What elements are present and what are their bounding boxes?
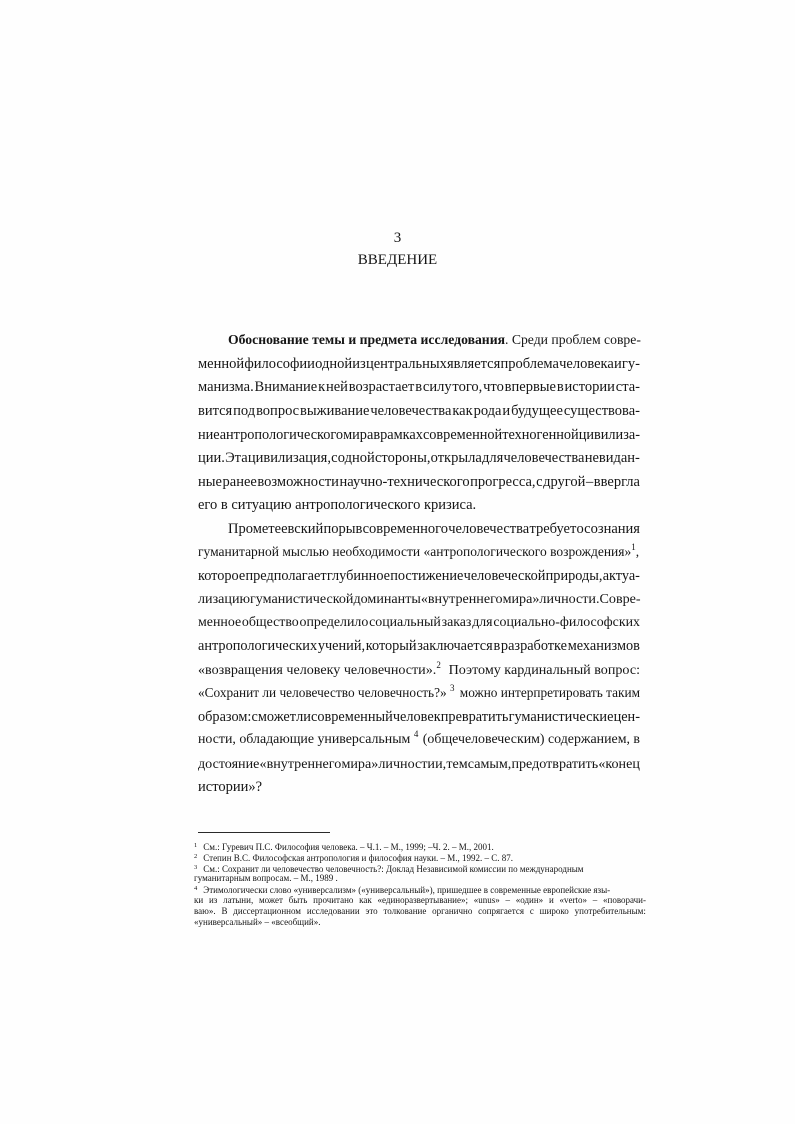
word: ки xyxy=(194,895,204,905)
word: прогресса, xyxy=(470,474,536,490)
word: истории xyxy=(564,379,615,395)
word: менной xyxy=(198,356,245,372)
paragraph-2-line-7 xyxy=(198,661,640,679)
word: невидан- xyxy=(584,450,640,466)
word: заключается xyxy=(417,638,493,654)
paragraph-2-line-8 xyxy=(198,684,640,702)
footnote-3-text: См.: Сохранит ли человечество человечность?: Доклад Независимой комиссии по международным xyxy=(203,864,584,874)
word: социально-философских xyxy=(493,615,640,630)
word: личности xyxy=(378,756,435,772)
word: достояние xyxy=(198,756,260,772)
footnote-3-continuation: гуманитарным вопросам. – М., 1989 . xyxy=(194,873,338,883)
word: из xyxy=(352,356,366,372)
word: «поворачи- xyxy=(603,895,646,905)
word: возрастает xyxy=(348,379,415,395)
word: ней xyxy=(325,379,348,395)
paragraph-2-line-5 xyxy=(198,614,640,632)
word: актуа- xyxy=(602,568,640,584)
word: прочитано xyxy=(313,895,354,905)
paragraph-2-line-7b: Поэтому кардинальный вопрос: xyxy=(445,662,640,678)
paragraph-2-line-9 xyxy=(198,708,640,726)
word: ранее xyxy=(222,474,257,490)
paragraph-2-line-6 xyxy=(198,637,640,655)
word: в xyxy=(493,638,501,654)
paragraph-2-line-10a xyxy=(198,731,418,749)
word: «unus» xyxy=(473,895,500,905)
word: антропологических xyxy=(198,638,318,654)
paragraph-2-line-4 xyxy=(198,590,640,608)
footnote-ref-2: 2 xyxy=(436,660,441,670)
word: мира» xyxy=(341,756,379,772)
word: мира» xyxy=(502,591,540,607)
word: разработке xyxy=(500,638,567,654)
word: существова- xyxy=(563,403,640,419)
word: центральных xyxy=(365,356,447,372)
word: осознания xyxy=(576,521,640,537)
footnote-4-text: Этимологически слово «универсализм» («универсальный»), пришедшее в современные европейские язы- xyxy=(203,885,611,895)
word: того, xyxy=(452,379,483,395)
paragraph-2-line-11 xyxy=(198,755,640,773)
word: для xyxy=(481,450,504,466)
word: гуманистические xyxy=(508,709,614,725)
paragraph-1-line-4 xyxy=(198,402,640,420)
word: предполагает xyxy=(245,568,327,584)
word: «единоразвертывание»; xyxy=(377,895,468,905)
word: В xyxy=(221,906,228,916)
word: «конец xyxy=(598,756,640,772)
section-title: ВВЕДЕНИЕ xyxy=(357,252,438,268)
word: ввергла xyxy=(593,474,640,490)
word: цивилиза- xyxy=(578,427,640,443)
footnote-4-line-3 xyxy=(194,906,646,916)
word: социальный xyxy=(369,615,441,630)
word: и, xyxy=(435,756,447,772)
footnote-1 xyxy=(194,841,646,852)
word: и xyxy=(613,356,622,372)
paragraph-2-line-1 xyxy=(228,520,640,538)
paragraph-2-line-2 xyxy=(198,543,640,561)
word: природы, xyxy=(545,568,603,584)
word: человечества xyxy=(503,450,585,466)
word: «внутреннего xyxy=(420,591,503,607)
word: с xyxy=(536,474,543,490)
footnote-4-line-2 xyxy=(194,895,646,905)
word: одной xyxy=(315,356,353,372)
word: что xyxy=(483,379,504,395)
paragraph-2-line-10a-text: ности, обладающие универсальным xyxy=(198,732,411,747)
paragraph-1-line-1-rest: . Среди проблем совре- xyxy=(504,332,641,347)
word: толкование xyxy=(383,906,427,916)
word: возможности xyxy=(257,474,339,490)
word: может xyxy=(258,895,283,905)
word: рода xyxy=(473,403,502,419)
word: глубинное xyxy=(326,568,391,584)
word: требует xyxy=(529,521,577,537)
word: человечества xyxy=(370,403,452,419)
word: гуманистической xyxy=(250,591,354,607)
word: «внутреннего xyxy=(259,756,342,772)
paragraph-2-line-8b: можно интерпретировать таким xyxy=(456,685,640,700)
paragraph-2-line-2-end: , xyxy=(635,544,640,559)
word: под xyxy=(233,403,256,419)
word: в xyxy=(415,379,423,395)
word: употребительным: xyxy=(574,906,646,916)
word: – xyxy=(505,895,510,905)
footnote-separator xyxy=(198,832,330,833)
word: «verto» xyxy=(559,895,588,905)
word: человек xyxy=(392,709,441,725)
paragraph-2-line-10 xyxy=(198,731,640,749)
word: Эта xyxy=(225,450,248,466)
word: цивилизация, xyxy=(247,450,331,466)
word: техногенной xyxy=(502,427,579,443)
word: человека xyxy=(559,356,614,372)
word: в xyxy=(373,427,381,443)
word: широко xyxy=(539,906,569,916)
word: как xyxy=(359,895,372,905)
footnote-2-number: 2 xyxy=(194,853,198,860)
paragraph-1-line-5 xyxy=(198,426,640,444)
word: «один» xyxy=(515,895,544,905)
word: – xyxy=(592,895,598,905)
word: – xyxy=(585,474,594,490)
word: в xyxy=(556,379,564,395)
paragraph-1-line-8: его в ситуацию антропологического кризиса. xyxy=(198,497,477,513)
word: которое xyxy=(198,568,246,584)
word: диссертационном xyxy=(233,906,301,916)
footnote-ref-1: 1 xyxy=(631,542,636,552)
word: Прометеевский xyxy=(228,521,324,537)
word: из xyxy=(208,895,218,905)
word: философии xyxy=(244,356,315,372)
word: силу xyxy=(422,379,452,395)
word: механизмов xyxy=(567,638,640,654)
word: с xyxy=(529,906,534,916)
word: исследовании xyxy=(306,906,360,916)
paragraph-1-line-6 xyxy=(198,449,640,467)
paragraph-2-line-7a xyxy=(198,661,441,679)
word: это xyxy=(365,906,378,916)
footnote-2 xyxy=(194,852,646,863)
word: впервые xyxy=(504,379,556,395)
word: латыни, xyxy=(223,895,254,905)
word: учений, xyxy=(317,638,366,654)
word: общество xyxy=(241,615,299,630)
word: человеческой xyxy=(463,568,546,584)
word: ции. xyxy=(198,450,225,466)
footnote-2-text: Степин В.С. Философская антропология и философия науки. – М., 1992. – С. 87. xyxy=(203,853,514,863)
word: который xyxy=(365,638,417,654)
word: научно-технического xyxy=(339,474,470,490)
word: превратить xyxy=(440,709,509,725)
footnote-4 xyxy=(194,884,646,895)
word: порыв xyxy=(323,521,363,537)
page-number: 3 xyxy=(393,230,402,246)
paragraph-2-line-10b: (общечеловеческим) содержанием, в xyxy=(419,732,640,747)
word: ные xyxy=(198,474,222,490)
word: заказ xyxy=(441,615,472,630)
paragraph-1-heading: Обоснование темы и предмета исследования xyxy=(228,332,505,347)
word: вопрос xyxy=(256,403,300,419)
word: сопрягается xyxy=(478,906,524,916)
footnote-ref-4: 4 xyxy=(413,729,419,739)
word: манизма. xyxy=(198,379,254,395)
word: открыла xyxy=(430,450,482,466)
word: лизацию xyxy=(198,591,251,607)
paragraph-1-line-3 xyxy=(198,378,640,396)
word: менное xyxy=(198,615,242,630)
word: предотвратить xyxy=(511,756,599,772)
word: тем xyxy=(446,756,468,772)
paragraph-2-line-12: истории»? xyxy=(198,779,263,795)
word: быть xyxy=(288,895,308,905)
paragraph-2-line-7a-text: «возвращения человеку человечности». xyxy=(198,662,437,678)
word: ваю». xyxy=(194,906,216,916)
paragraph-1-line-7 xyxy=(198,473,640,491)
paragraph-2-line-2-text: гуманитарной мыслью необходимости «антропологического возрождения» xyxy=(198,544,632,559)
paragraph-2-line-8a-text: «Сохранит ли человечество человечность?» xyxy=(198,685,447,700)
paragraph-1-line-1 xyxy=(228,331,640,349)
word: и xyxy=(548,895,554,905)
word: мира xyxy=(343,427,374,443)
word: Совре- xyxy=(599,591,641,607)
paragraph-1-line-2 xyxy=(198,355,640,373)
word: антропологического xyxy=(219,427,344,443)
word: современного xyxy=(362,521,449,537)
word: органично xyxy=(432,906,473,916)
word: будущее xyxy=(511,403,563,419)
word: современный xyxy=(311,709,393,725)
word: человечества xyxy=(448,521,530,537)
paragraph-2-line-8a xyxy=(198,684,455,702)
word: ли xyxy=(296,709,311,725)
word: является xyxy=(447,356,501,372)
word: выживание xyxy=(300,403,370,419)
word: вится xyxy=(198,403,233,419)
word: как xyxy=(452,403,473,419)
word: образом: xyxy=(198,709,252,725)
footnote-4-line-4: «универсальный» – «всеобщий». xyxy=(194,917,321,927)
word: стороны, xyxy=(374,450,431,466)
word: и xyxy=(502,403,511,419)
footnote-1-number: 1 xyxy=(194,842,198,849)
word: Внимание xyxy=(254,379,318,395)
word: личности. xyxy=(539,591,600,607)
word: самым, xyxy=(467,756,512,772)
word: постижение xyxy=(390,568,464,584)
word: рамках xyxy=(380,427,423,443)
word: цен- xyxy=(613,709,640,725)
footnote-3-number: 3 xyxy=(194,864,198,871)
word: к xyxy=(318,379,326,395)
word: определило xyxy=(299,615,369,630)
word: для xyxy=(472,615,493,630)
word: гу- xyxy=(621,356,640,372)
word: ние xyxy=(198,427,220,443)
word: проблема xyxy=(500,356,559,372)
word: доминанты xyxy=(353,591,421,607)
footnote-1-text: См.: Гуревич П.С. Философия человека. – Ч.1. – М., 1999; –Ч. 2. – М., 2001. xyxy=(203,842,494,852)
word: ста- xyxy=(615,379,640,395)
word: современной xyxy=(422,427,503,443)
word: сможет xyxy=(251,709,296,725)
word: одной xyxy=(337,450,375,466)
word: с xyxy=(331,450,338,466)
word: другой xyxy=(543,474,586,490)
footnote-4-number: 4 xyxy=(194,885,198,892)
footnote-ref-3: 3 xyxy=(450,683,455,693)
paragraph-2-line-3 xyxy=(198,567,640,585)
